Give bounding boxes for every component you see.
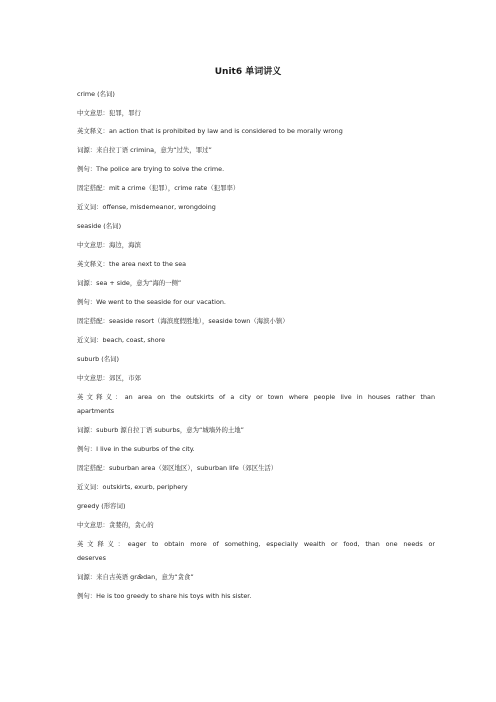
entry-synonyms: 近义词：offense, misdemeanor, wrongdoing <box>77 203 216 211</box>
entry-collocation: 固定搭配：seaside resort（海滨度假胜地），seaside town（海滨小镇） <box>77 317 289 325</box>
entry-definition: 英文释义：the area next to the sea <box>77 260 187 268</box>
entry-synonyms: 近义词：outskirts, exurb, periphery <box>77 483 188 491</box>
entry-meaning: 中文意思：郊区，市郊 <box>77 374 141 382</box>
entry-definition-continued: deserves <box>77 554 106 562</box>
entry-heading-suburb: suburb (名词) <box>77 355 119 363</box>
entry-definition-continued: apartments <box>77 407 115 415</box>
entry-etymology: 词源：sea + side，意为“海的一侧” <box>77 279 182 287</box>
entry-collocation: 固定搭配：mit a crime（犯罪），crime rate（犯罪率） <box>77 184 240 192</box>
entry-etymology: 词源：来自古英语 grǣdan，意为“贪食” <box>77 573 194 581</box>
entry-collocation: 固定搭配：suburban area（郊区地区），suburban life（郊区生活） <box>77 464 278 472</box>
entry-meaning: 中文意思：犯罪，罪行 <box>77 109 141 117</box>
entry-definition: 英文释义：an area on the outskirts of a city or town where people live in houses rather than <box>77 393 435 401</box>
entry-meaning: 中文意思：贪婪的，贪心的 <box>77 521 154 529</box>
entry-example: 例句：I live in the suburbs of the city. <box>77 445 195 453</box>
entry-definition: 英文释义：an action that is prohibited by law and is considered to be morally wrong <box>77 127 343 135</box>
entry-example: 例句：The police are trying to solve the crime. <box>77 165 225 173</box>
entry-etymology: 词源：来自拉丁语 crimina，意为“过失，罪过” <box>77 146 212 154</box>
entry-synonyms: 近义词：beach, coast, shore <box>77 336 166 344</box>
entry-etymology: 词源：suburb 源自拉丁语 suburbs，意为“城墙外的土地” <box>77 426 244 434</box>
entry-definition: 英文释义：eager to obtain more of something, especially wealth or food, than one needs or <box>77 540 435 548</box>
entry-example: 例句：We went to the seaside for our vacation. <box>77 298 226 306</box>
document-title: Unit6 单词讲义 <box>214 67 282 77</box>
entry-heading-greedy: greedy (形容词) <box>77 502 126 510</box>
entry-example: 例句：He is too greedy to share his toys with his sister. <box>77 592 252 600</box>
entry-heading-crime: crime (名词) <box>77 90 115 98</box>
entry-heading-seaside: seaside (名词) <box>77 222 122 230</box>
entry-meaning: 中文意思：海边，海滨 <box>77 241 141 249</box>
